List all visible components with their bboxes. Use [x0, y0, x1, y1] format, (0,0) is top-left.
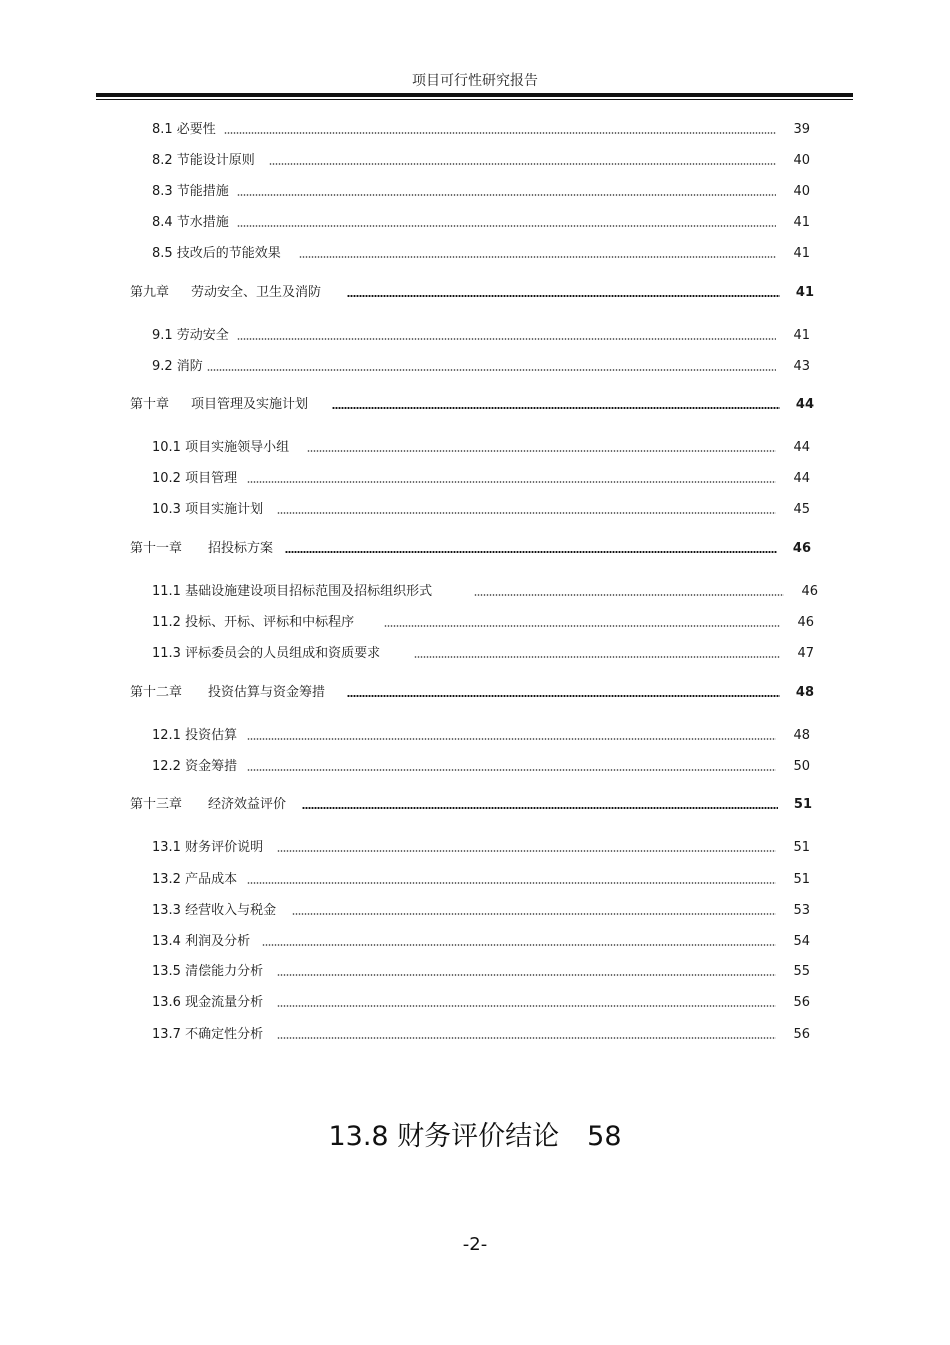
- dot-leader: [277, 849, 776, 853]
- toc-chapter-number: 第十二章: [130, 685, 183, 700]
- toc-entry-label: 8.1 必要性: [152, 122, 216, 137]
- dot-leader: [262, 943, 776, 947]
- toc-chapter-number: 第十一章: [130, 541, 183, 556]
- toc-entry-label: 8.2 节能设计原则: [152, 153, 255, 168]
- running-header-title: 项目可行性研究报告: [412, 73, 538, 89]
- dot-leader: [474, 593, 784, 597]
- toc-entry-8-3[interactable]: [152, 182, 810, 200]
- toc-entry-13-6[interactable]: [152, 993, 810, 1011]
- toc-chapter-title: 劳动安全、卫生及消防: [191, 285, 322, 300]
- toc-entry-8-4[interactable]: [152, 213, 810, 231]
- page-number: -2-: [462, 1234, 488, 1255]
- dot-leader: [384, 624, 780, 628]
- toc-entry-label: 12.1 投资估算: [152, 728, 238, 743]
- toc-entry-label: 10.1 项目实施领导小组: [152, 440, 290, 455]
- toc-entry-label: 13.5 清偿能力分析: [152, 964, 264, 979]
- toc-entry-9-2[interactable]: [152, 357, 810, 375]
- toc-entry-11-1[interactable]: [152, 582, 818, 600]
- toc-entry-page: 55: [793, 964, 810, 979]
- toc-entry-11-3[interactable]: [152, 644, 814, 662]
- dot-leader: [299, 255, 776, 259]
- toc-entry-10-2[interactable]: [152, 469, 810, 487]
- toc-entry-label: 9.2 消防: [152, 359, 203, 374]
- toc-chapter-title: 经济效益评价: [208, 797, 287, 812]
- dot-leader: [247, 737, 776, 741]
- dot-leader: [347, 694, 780, 698]
- toc-entry-label: 9.1 劳动安全: [152, 328, 229, 343]
- toc-chapter-title: 投资估算与资金筹措: [208, 685, 326, 700]
- toc-entry-page: 41: [793, 246, 810, 261]
- toc-chapter-page: 46: [792, 541, 811, 556]
- toc-entry-page: 40: [793, 153, 810, 168]
- toc-entry-9-1[interactable]: [152, 326, 810, 344]
- toc-entry-13-5[interactable]: [152, 962, 810, 980]
- dot-leader: [247, 480, 776, 484]
- toc-entry-8-5[interactable]: [152, 244, 810, 262]
- dot-leader: [237, 337, 776, 341]
- toc-chapter-13[interactable]: [130, 795, 812, 813]
- toc-entry-page: 54: [793, 934, 810, 949]
- toc-chapter-page: 48: [795, 685, 814, 700]
- toc-entry-label: 13.4 利润及分析: [152, 934, 251, 949]
- toc-entry-13-4[interactable]: [152, 932, 810, 950]
- toc-entry-12-2[interactable]: [152, 757, 810, 775]
- toc-entry-13-2[interactable]: [152, 870, 810, 888]
- dot-leader: [285, 550, 777, 554]
- toc-entry-page: 45: [793, 502, 810, 517]
- toc-entry-13-7[interactable]: [152, 1025, 810, 1043]
- toc-entry-label: 8.4 节水措施: [152, 215, 229, 230]
- dot-leader: [224, 131, 776, 135]
- toc-chapter-number: 第十章: [130, 397, 170, 412]
- toc-entry-label: 13.7 不确定性分析: [152, 1027, 264, 1042]
- toc-chapter-page: 41: [795, 285, 814, 300]
- toc-chapter-page: 51: [793, 797, 812, 812]
- toc-entry-page: 40: [793, 184, 810, 199]
- toc-entry-label: 8.3 节能措施: [152, 184, 229, 199]
- toc-entry-page: 46: [797, 615, 814, 630]
- toc-entry-page: 56: [793, 1027, 810, 1042]
- toc-entry-page: 58: [587, 1121, 622, 1152]
- dot-leader: [414, 655, 780, 659]
- toc-entry-label: 8.5 技改后的节能效果: [152, 246, 281, 261]
- toc-entry-12-1[interactable]: [152, 726, 810, 744]
- toc-entry-8-1[interactable]: [152, 120, 810, 138]
- toc-entry-label: 11.3 评标委员会的人员组成和资质要求: [152, 646, 381, 661]
- toc-entry-page: 48: [793, 728, 810, 743]
- toc-entry-13-1[interactable]: [152, 838, 810, 856]
- toc-chapter-11[interactable]: [130, 539, 811, 557]
- toc-entry-label: 13.6 现金流量分析: [152, 995, 264, 1010]
- dot-leader: [277, 973, 776, 977]
- toc-chapter-number: 第十三章: [130, 797, 183, 812]
- toc-chapter-title: 招投标方案: [208, 541, 274, 556]
- toc-entry-8-2[interactable]: [152, 151, 810, 169]
- toc-entry-13-3[interactable]: [152, 901, 810, 919]
- dot-leader: [269, 162, 776, 166]
- toc-entry-page: 51: [793, 872, 810, 887]
- toc-entry-label: 13.8 财务评价结论: [328, 1121, 560, 1152]
- toc-entry-page: 53: [793, 903, 810, 918]
- toc-entry-label: 13.3 经营收入与税金: [152, 903, 277, 918]
- toc-chapter-number: 第九章: [130, 285, 170, 300]
- dot-leader: [247, 881, 776, 885]
- header-rule-thin: [96, 99, 853, 100]
- toc-entry-page: 44: [793, 440, 810, 455]
- toc-entry-page: 50: [793, 759, 810, 774]
- dot-leader: [247, 768, 776, 772]
- toc-entry-page: 41: [793, 328, 810, 343]
- toc-entry-label: 10.2 项目管理: [152, 471, 238, 486]
- dot-leader: [347, 294, 780, 298]
- dot-leader: [332, 406, 780, 410]
- dot-leader: [277, 511, 776, 515]
- toc-entry-10-3[interactable]: [152, 500, 810, 518]
- toc-entry-label: 12.2 资金筹措: [152, 759, 238, 774]
- dot-leader: [237, 224, 776, 228]
- toc-chapter-9[interactable]: [130, 283, 814, 301]
- dot-leader: [207, 368, 776, 372]
- toc-entry-11-2[interactable]: [152, 613, 814, 631]
- toc-entry-page: 43: [793, 359, 810, 374]
- dot-leader: [302, 806, 778, 810]
- toc-entry-13-8[interactable]: [0, 1114, 950, 1153]
- dot-leader: [292, 912, 776, 916]
- toc-entry-page: 44: [793, 471, 810, 486]
- toc-entry-10-1[interactable]: [152, 438, 810, 456]
- toc-chapter-10[interactable]: [130, 395, 814, 413]
- dot-leader: [277, 1004, 776, 1008]
- toc-chapter-12[interactable]: [130, 683, 814, 701]
- toc-entry-page: 46: [801, 584, 818, 599]
- dot-leader: [237, 193, 776, 197]
- toc-entry-page: 51: [793, 840, 810, 855]
- toc-entry-label: 11.2 投标、开标、评标和中标程序: [152, 615, 355, 630]
- toc-entry-label: 13.1 财务评价说明: [152, 840, 264, 855]
- header-rule-thick: [96, 93, 853, 97]
- toc-entry-page: 41: [793, 215, 810, 230]
- dot-leader: [277, 1036, 776, 1040]
- toc-entry-label: 11.1 基础设施建设项目招标范围及招标组织形式: [152, 584, 433, 599]
- dot-leader: [307, 449, 776, 453]
- toc-entry-page: 39: [793, 122, 810, 137]
- toc-chapter-title: 项目管理及实施计划: [191, 397, 309, 412]
- toc-chapter-page: 44: [795, 397, 814, 412]
- toc-entry-page: 56: [793, 995, 810, 1010]
- toc-entry-label: 13.2 产品成本: [152, 872, 238, 887]
- toc-entry-page: 47: [797, 646, 814, 661]
- toc-entry-label: 10.3 项目实施计划: [152, 502, 264, 517]
